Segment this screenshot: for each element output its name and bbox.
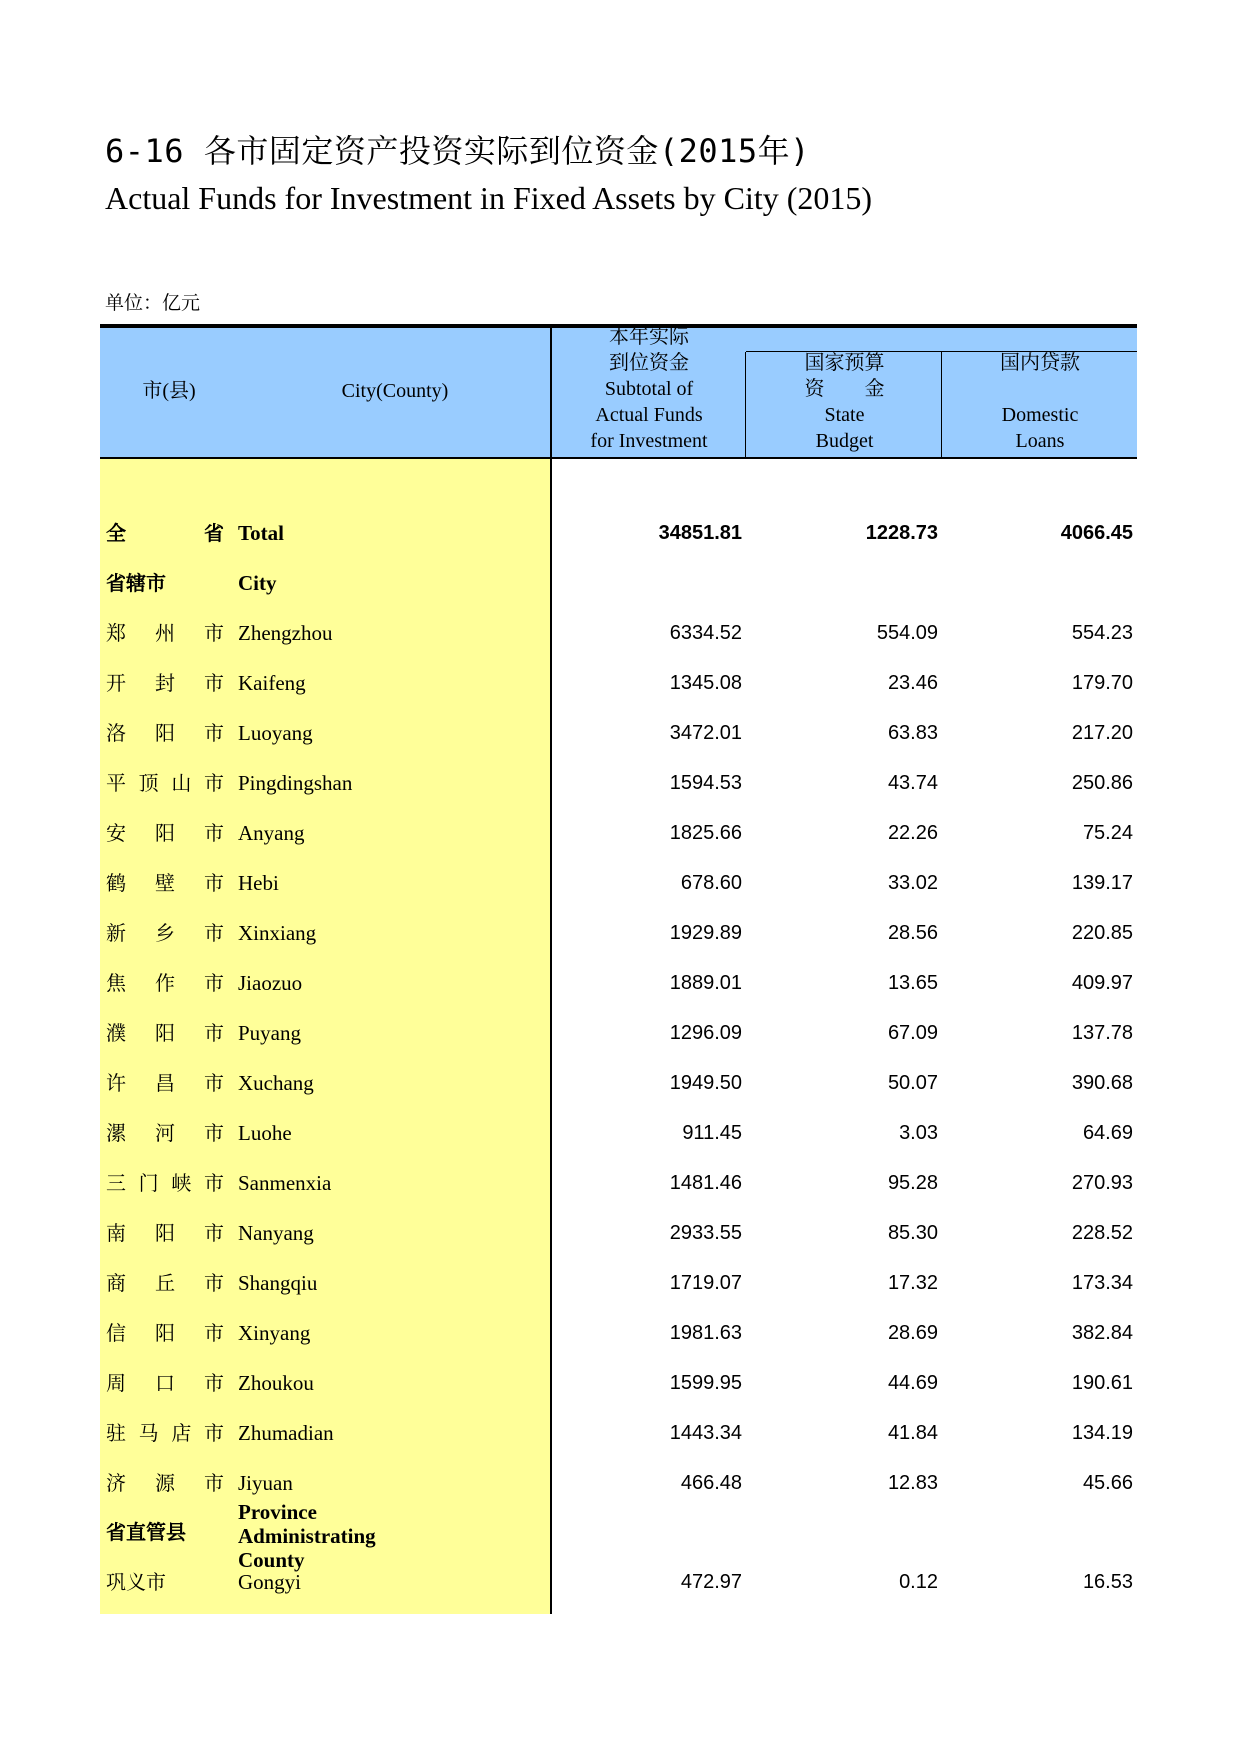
cell-domestic-loans: 250.86 bbox=[1071, 772, 1133, 794]
table-row bbox=[0, 1063, 1240, 1103]
cell-total-funds bbox=[552, 563, 742, 603]
header-loans-line: 国内贷款 bbox=[1000, 352, 1080, 374]
header-state-budget bbox=[747, 350, 942, 454]
row-name-en: Zhoukou bbox=[238, 1371, 314, 1395]
row-name-en: Kaifeng bbox=[238, 671, 306, 695]
cell-state-budget: 0.12 bbox=[899, 1571, 938, 1593]
row-name-cn: 省辖市 bbox=[106, 571, 166, 595]
table-row-section-county bbox=[0, 1500, 1240, 1572]
row-name-cn: 商丘市 bbox=[106, 1271, 224, 1295]
row-name-en: Sanmenxia bbox=[238, 1171, 332, 1195]
row-name-en: Total bbox=[238, 521, 284, 545]
cell-total-funds: 1345.08 bbox=[669, 672, 742, 694]
cell-state-budget: 43.74 bbox=[887, 772, 938, 794]
row-name-cn: 巩义市 bbox=[106, 1570, 166, 1594]
table-row-section-city bbox=[0, 563, 1240, 603]
table-row bbox=[0, 713, 1240, 753]
cell-total-funds: 1949.50 bbox=[669, 1072, 742, 1094]
cell-state-budget: 17.32 bbox=[887, 1272, 938, 1294]
row-name-cn: 濮阳市 bbox=[106, 1021, 224, 1045]
table-row bbox=[0, 1163, 1240, 1203]
row-name-en: Luohe bbox=[238, 1121, 292, 1145]
table-row bbox=[0, 1213, 1240, 1253]
row-name-cn: 焦作市 bbox=[106, 971, 224, 995]
table-row bbox=[0, 763, 1240, 803]
table-row bbox=[0, 963, 1240, 1003]
header-state-line: 国家预算 bbox=[804, 352, 885, 374]
cell-domestic-loans: 390.68 bbox=[1071, 1072, 1133, 1094]
header-city-cn: 市(县) bbox=[142, 380, 196, 402]
cell-state-budget: 12.83 bbox=[887, 1472, 938, 1494]
table-row bbox=[0, 1263, 1240, 1303]
cell-total-funds: 3472.01 bbox=[669, 722, 742, 744]
row-name-cn: 漯河市 bbox=[106, 1121, 224, 1145]
table-row bbox=[0, 863, 1240, 903]
page-title-en: Actual Funds for Investment in Fixed Assets by City (2015) bbox=[105, 180, 873, 216]
row-name-en: Shangqiu bbox=[238, 1271, 318, 1295]
header-total-line: Actual Funds bbox=[595, 404, 703, 426]
row-name-cn: 南阳市 bbox=[106, 1221, 224, 1245]
row-name-en: Hebi bbox=[238, 871, 279, 895]
cell-state-budget: 33.02 bbox=[887, 872, 938, 894]
row-name-cn: 信阳市 bbox=[106, 1321, 224, 1345]
row-name-en-line: Administrating bbox=[238, 1524, 376, 1548]
cell-total-funds: 34851.81 bbox=[658, 522, 742, 544]
cell-domestic-loans: 190.61 bbox=[1071, 1372, 1133, 1394]
cell-state-budget: 85.30 bbox=[887, 1222, 938, 1244]
row-name-en: Gongyi bbox=[238, 1570, 301, 1594]
row-name-en: Zhengzhou bbox=[238, 621, 333, 645]
row-name-en: Luoyang bbox=[238, 721, 313, 745]
row-name-en: Jiaozuo bbox=[238, 971, 303, 995]
cell-state-budget: 44.69 bbox=[887, 1372, 938, 1394]
cell-state-budget bbox=[748, 563, 938, 603]
cell-state-budget: 22.26 bbox=[887, 822, 938, 844]
cell-domestic-loans: 64.69 bbox=[1082, 1122, 1133, 1144]
cell-state-budget: 13.65 bbox=[887, 972, 938, 994]
cell-total-funds: 1719.07 bbox=[669, 1272, 742, 1294]
row-name-en: City bbox=[238, 571, 277, 595]
cell-state-budget: 41.84 bbox=[887, 1422, 938, 1444]
table-row-total bbox=[0, 513, 1240, 553]
cell-domestic-loans: 173.34 bbox=[1071, 1272, 1133, 1294]
cell-state-budget: 63.83 bbox=[887, 722, 938, 744]
cell-total-funds: 466.48 bbox=[680, 1472, 742, 1494]
header-state-line: State bbox=[824, 404, 865, 426]
cell-domestic-loans: 270.93 bbox=[1071, 1172, 1133, 1194]
row-name-en: Pingdingshan bbox=[238, 771, 353, 795]
cell-domestic-loans bbox=[944, 563, 1133, 603]
cell-domestic-loans: 409.97 bbox=[1071, 972, 1133, 994]
cell-total-funds: 1481.46 bbox=[669, 1172, 742, 1194]
header-bottom-rule bbox=[100, 457, 1137, 459]
row-name-cn: 驻马店市 bbox=[106, 1421, 224, 1445]
cell-total-funds: 1599.95 bbox=[669, 1372, 742, 1394]
cell-domestic-loans: 4066.45 bbox=[1060, 522, 1133, 544]
cell-total-funds: 678.60 bbox=[680, 872, 742, 894]
header-col-divider bbox=[745, 352, 746, 457]
cell-total-funds: 1889.01 bbox=[669, 972, 742, 994]
cell-state-budget: 28.69 bbox=[887, 1322, 938, 1344]
header-loans-line bbox=[943, 376, 1137, 402]
row-name-cn: 许昌市 bbox=[106, 1071, 224, 1095]
header-total-line: for Investment bbox=[590, 430, 708, 452]
cell-state-budget: 554.09 bbox=[876, 622, 938, 644]
cell-state-budget: 50.07 bbox=[887, 1072, 938, 1094]
cell-domestic-loans: 45.66 bbox=[1082, 1472, 1133, 1494]
cell-domestic-loans: 75.24 bbox=[1082, 822, 1133, 844]
row-name-en-line: County bbox=[238, 1548, 305, 1572]
cell-total-funds: 6334.52 bbox=[669, 622, 742, 644]
table-row bbox=[0, 1363, 1240, 1403]
cell-domestic-loans: 228.52 bbox=[1071, 1222, 1133, 1244]
row-name-cn: 全 省 bbox=[106, 521, 224, 545]
cell-total-funds: 1594.53 bbox=[669, 772, 742, 794]
cell-state-budget: 23.46 bbox=[887, 672, 938, 694]
cell-total-funds: 1825.66 bbox=[669, 822, 742, 844]
table-row bbox=[0, 913, 1240, 953]
header-col-divider bbox=[941, 352, 942, 457]
header-total-line: 本年实际 bbox=[609, 326, 689, 348]
cell-total-funds: 1929.89 bbox=[669, 922, 742, 944]
cell-domestic-loans: 217.20 bbox=[1071, 722, 1133, 744]
cell-state-budget: 3.03 bbox=[899, 1122, 938, 1144]
cell-state-budget: 95.28 bbox=[887, 1172, 938, 1194]
row-name-cn: 省直管县 bbox=[106, 1520, 186, 1544]
table-row bbox=[0, 1113, 1240, 1153]
row-name-cn: 周口市 bbox=[106, 1371, 224, 1395]
row-name-en: Zhumadian bbox=[238, 1421, 334, 1445]
table-row bbox=[0, 1313, 1240, 1353]
table-row bbox=[0, 1562, 1240, 1602]
row-name-cn: 开封市 bbox=[106, 671, 224, 695]
header-state-line: Budget bbox=[815, 430, 874, 452]
row-name-cn: 洛阳市 bbox=[106, 721, 224, 745]
header-loans-line: Loans bbox=[1015, 430, 1065, 452]
row-name-cn: 平顶山市 bbox=[106, 771, 224, 795]
cell-domestic-loans: 179.70 bbox=[1071, 672, 1133, 694]
cell-domestic-loans: 382.84 bbox=[1071, 1322, 1133, 1344]
cell-state-budget: 28.56 bbox=[887, 922, 938, 944]
cell-domestic-loans: 16.53 bbox=[1082, 1571, 1133, 1593]
row-name-cn: 三门峡市 bbox=[106, 1171, 224, 1195]
cell-domestic-loans: 220.85 bbox=[1071, 922, 1133, 944]
row-name-en: Puyang bbox=[238, 1021, 301, 1045]
row-name-en bbox=[238, 1500, 376, 1572]
table-row bbox=[0, 1013, 1240, 1053]
header-total bbox=[552, 324, 746, 454]
table-row bbox=[0, 1413, 1240, 1453]
table-row bbox=[0, 663, 1240, 703]
row-name-cn: 鹤壁市 bbox=[106, 871, 224, 895]
row-name-en: Xinxiang bbox=[238, 921, 317, 945]
header-domestic-loans bbox=[943, 350, 1137, 454]
header-total-line: 到位资金 bbox=[609, 352, 689, 374]
row-name-cn: 郑州市 bbox=[106, 621, 224, 645]
row-name-en-line: Province bbox=[238, 1500, 317, 1524]
row-name-en: Nanyang bbox=[238, 1221, 314, 1245]
header-total-line: Subtotal of bbox=[604, 378, 694, 400]
row-name-en: Jiyuan bbox=[238, 1471, 293, 1495]
cell-domestic-loans: 134.19 bbox=[1071, 1422, 1133, 1444]
cell-total-funds: 911.45 bbox=[682, 1122, 742, 1144]
cell-state-budget: 1228.73 bbox=[865, 522, 938, 544]
cell-state-budget: 67.09 bbox=[887, 1022, 938, 1044]
cell-domestic-loans: 554.23 bbox=[1071, 622, 1133, 644]
unit-label: 单位：亿元 bbox=[105, 292, 201, 314]
row-name-en: Xuchang bbox=[238, 1071, 314, 1095]
cell-total-funds: 2933.55 bbox=[669, 1222, 742, 1244]
cell-domestic-loans: 139.17 bbox=[1071, 872, 1133, 894]
cell-domestic-loans: 137.78 bbox=[1071, 1022, 1133, 1044]
row-name-cn: 安阳市 bbox=[106, 821, 224, 845]
cell-total-funds: 1296.09 bbox=[669, 1022, 742, 1044]
header-loans-line: Domestic bbox=[1001, 404, 1079, 426]
table-row bbox=[0, 613, 1240, 653]
row-name-cn: 新乡市 bbox=[106, 921, 224, 945]
cell-total-funds: 1443.34 bbox=[669, 1422, 742, 1444]
cell-total-funds: 1981.63 bbox=[669, 1322, 742, 1344]
row-name-en: Anyang bbox=[238, 821, 305, 845]
row-name-cn: 济源市 bbox=[106, 1471, 224, 1495]
page-title-cn: 6-16 各市固定资产投资实际到位资金(2015年) bbox=[105, 132, 810, 170]
table-row bbox=[0, 1463, 1240, 1503]
header-city-en: City(County) bbox=[341, 380, 449, 402]
row-name-en: Xinyang bbox=[238, 1321, 311, 1345]
table-row bbox=[0, 813, 1240, 853]
header-state-line: 资 金 bbox=[804, 378, 885, 400]
cell-total-funds: 472.97 bbox=[680, 1571, 742, 1593]
